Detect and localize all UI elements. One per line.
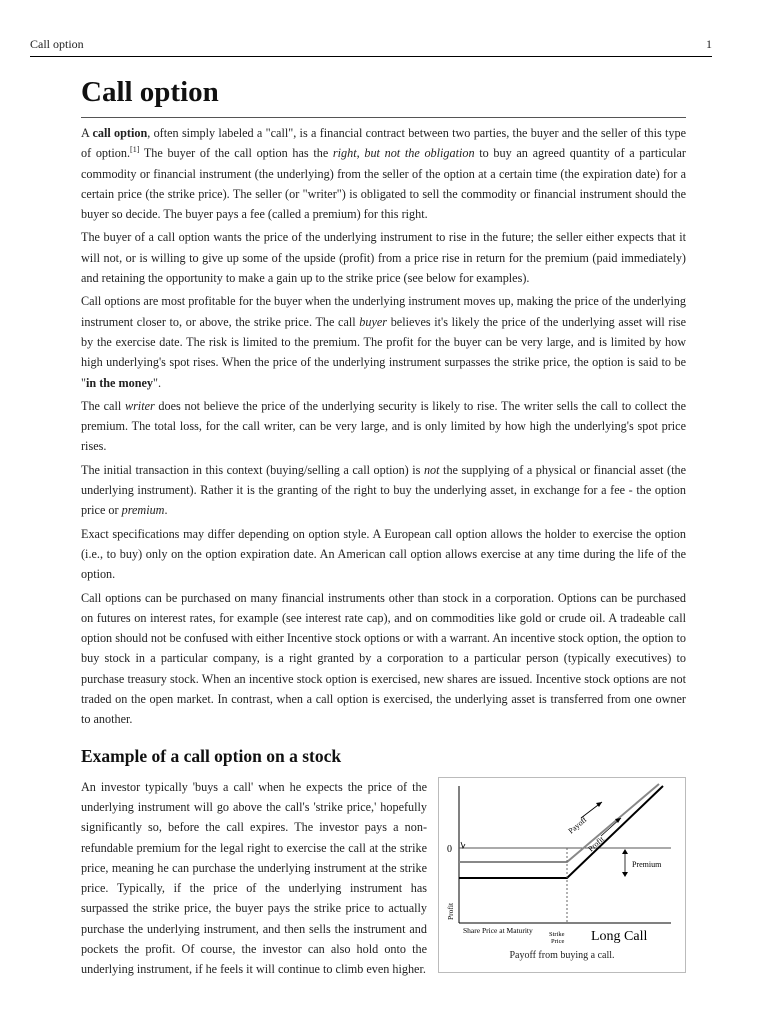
premium-arrow-down [622,872,628,877]
page-title: Call option [81,76,686,118]
reference-link[interactable]: [1] [130,145,140,155]
paragraph-initial-transaction: The initial transaction in this context (buying/selling a call option) is not the supplying of a physical or financial asset (the underlying instrument). Rather it is the granting of the right to buy the underlying asset, in exchange for a fee - the option price or premium. [81,462,686,518]
y-axis-label: Profit [446,902,455,920]
profit-line-label: Profit [586,834,606,854]
figure-long-call [438,777,686,973]
x-axis-label: Share Price at Maturity [463,925,533,935]
paragraph-example: An investor typically 'buys a call' when he expects the price of the underlying instrument will go above the call's 'strike price,' hopefully significantly so, before the call expires. The investor pays a non-refundable premium for the legal right to exercise the call at the strike price, meaning he can purchase the underlying instrument at the strike price. Typically, if the price of the underlying instrument has surpassed the strike price, the buyer pays the strike price to actually purchase the underlying instrument, and then sells the instrument and pockets the profit. Of course, the investor can also hold onto the underlying instrument, if he feels it will continue to climb even higher. [81,779,427,977]
zero-tick-mark [461,842,465,848]
emphasis-writer: writer [124,398,155,413]
running-header [30,37,712,57]
term-in-the-money: in the money [85,375,154,390]
zero-label: 0 [447,843,452,855]
long-call-diagram [439,778,685,948]
paragraph-intro: A call option, often simply labeled a "call", is a financial contract between two parties, the buyer and the seller of this type of option.[1] The buyer of the call option has the right, but not the obligation to buy an agreed quantity of a particular commodity or financial instrument (the underlying) from the seller of the option at a certain time (the expiration date) for a certain price (the strike price). The seller (or "writer") is obligated to sell the commodity or financial instrument should the buyer so decide. The buyer pays a fee (called a premium) for this right. [81,126,686,222]
premium-label: Premium [632,859,662,869]
paragraph-writer: The call writer does not believe the price of the underlying security is likely to rise. The writer sells the call to collect the premium. The total loss, for the call writer, can be very large, and is only limited by how high the underlying's spot price rises. [81,398,686,454]
paragraph-instruments: Call options can be purchased on many financial instruments other than stock in a corporation. Options can be purchased on futures on interest rates, for example (see interest rate cap), and on commodities like gold or crude oil. A tradeable call option should not be confused with either Incentive stock options or with a warrant. An incentive stock option, the option to buy stock in a particular company, is a right granted by a corporation to a particular person (typically executives) to purchase treasury stock. When an incentive stock option is exercised, new shares are issued. Incentive stock options are not traded on the open market. In contrast, when a call option is exercised, the underlying asset is transferred from one owner to another. [81,590,686,727]
emphasis-not: not [423,462,440,477]
paragraph-specifications: Exact specifications may differ depending on option style. A European call option allows the holder to exercise the option (i.e., to buy) only on the option expiration date. An American call option allows exercise at any time during the life of the option. [81,526,686,582]
section-heading-example: Example of a call option on a stock [81,745,342,766]
page-number: 1 [706,37,712,51]
payoff-label: Payoff [566,814,589,836]
strike-label-line1: Strike [549,930,565,938]
emphasis-buyer: buyer [359,314,388,329]
term-call-option: call option [92,126,148,140]
example-section [81,777,686,980]
emphasis-premium: premium [121,503,165,518]
premium-arrow-up [622,849,628,854]
running-header-title: Call option [30,37,84,51]
emphasis-right: right, but not the obligation [332,146,475,161]
payoff-line [459,784,659,862]
article [81,72,686,983]
chart-title: Long Call [591,928,648,944]
strike-label-line2: Price [551,937,565,945]
paragraph-profitable: Call options are most profitable for the buyer when the underlying instrument moves up, making the price of the underlying instrument closer to, or above, the strike price. The call buyer believes it's likely the price of the underlying asset will rise by the exercise date. The risk is limited to the premium. The profit for the buyer can be very large, and is limited by how high underlying's spot rises. When the price of the underlying instrument surpasses the strike price, the option is said to be "in the money". [81,294,686,390]
paragraph-buyer-wants: The buyer of a call option wants the price of the underlying instrument to rise in the future; the seller either expects that it will not, or is willing to give up some of the upside (profit) from a price rise in return for the premium (paid immediately) and retaining the opportunity to make a gain up to the strike price (see below for examples). [81,230,686,286]
figure-caption: Payoff from buying a call. [509,949,615,961]
